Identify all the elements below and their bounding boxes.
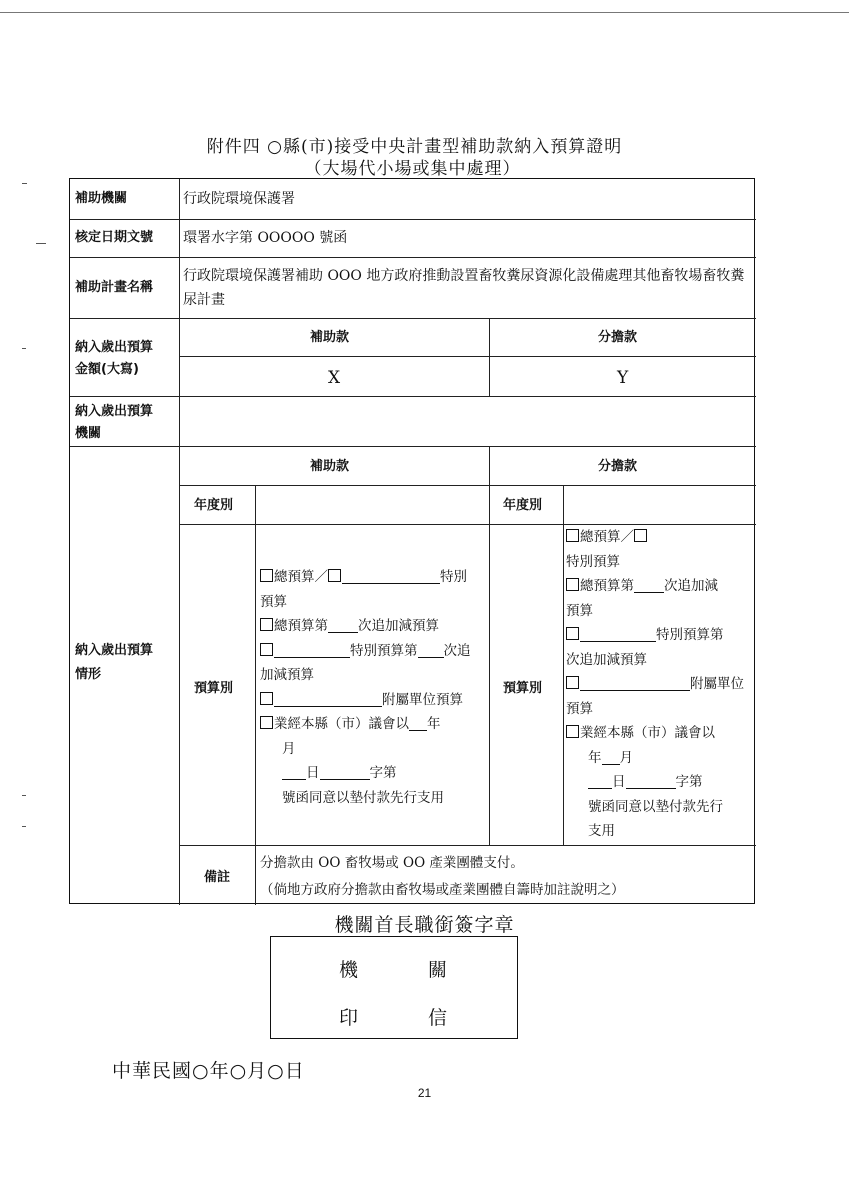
org-label-line2: 機關	[75, 426, 102, 441]
column-divider	[255, 845, 256, 905]
scan-mark	[22, 183, 27, 184]
amount-label-line1: 納入歲出預算	[75, 340, 154, 355]
amount-share-header: 分擔款	[598, 330, 638, 345]
date-line: 中華民國○年○月○日	[112, 1060, 305, 1082]
plan-name-label: 補助計畫名稱	[75, 280, 154, 295]
approval-date-value: 環署水字第 OOOOO 號函	[183, 230, 348, 246]
checkbox[interactable]	[634, 529, 647, 542]
column-divider	[489, 446, 490, 845]
year-label-left: 年度別	[194, 498, 234, 513]
column-divider	[179, 179, 180, 905]
row-divider	[179, 485, 756, 486]
document-title: 附件四 ○縣(市)接受中央計畫型補助款納入預算證明	[206, 137, 623, 157]
row-divider	[70, 219, 756, 220]
situation-subsidy-header: 補助款	[310, 459, 350, 474]
seal-char: 印	[339, 1007, 359, 1029]
checkbox[interactable]	[260, 618, 273, 631]
page-number: 21	[417, 1086, 432, 1100]
checkbox[interactable]	[566, 725, 579, 738]
org-label-line1: 納入歲出預算	[75, 404, 154, 419]
checkbox[interactable]	[328, 569, 341, 582]
budget-certificate-table	[69, 178, 755, 904]
page-top-border	[0, 12, 849, 13]
share-budget-options: 總預算／ 特別預算 總預算第 次追加減 預算 特別預算第 次追加減預算 附屬單位 預算 業經本縣（市）議會以 年 月 日 字第 號函同意以墊付款先行 支用	[566, 529, 744, 839]
row-divider	[70, 318, 756, 319]
official-seal-box	[270, 936, 518, 1039]
note-line2: （倘地方政府分擔款由畜牧場或產業團體自籌時加註說明之）	[260, 882, 625, 898]
situation-label-line2: 情形	[75, 667, 102, 682]
agency-label: 補助機關	[75, 191, 128, 206]
note-line1: 分擔款由 OO 畜牧場或 OO 產業團體支付。	[260, 855, 524, 871]
column-divider	[255, 485, 256, 845]
checkbox[interactable]	[566, 529, 579, 542]
amount-subsidy-header: 補助款	[310, 330, 350, 345]
scan-mark	[36, 243, 46, 244]
budget-label-right: 預算別	[503, 681, 543, 696]
subsidy-budget-options: 總預算／ 特別 預算 總預算第 次追加減預算 特別預算第 次追 加減預算 附屬單位預算 業經本縣（市）議會以 年 月 日 字第 號函同意以墊付款先行支用	[260, 569, 471, 806]
checkbox[interactable]	[260, 643, 273, 656]
checkbox[interactable]	[260, 692, 273, 705]
approval-date-label: 核定日期文號	[75, 230, 154, 245]
row-divider	[70, 257, 756, 258]
situation-label-line1: 納入歲出預算	[75, 643, 154, 658]
checkbox[interactable]	[260, 716, 273, 729]
checkbox[interactable]	[260, 569, 273, 582]
seal-char: 機	[339, 959, 359, 981]
situation-share-header: 分擔款	[598, 459, 638, 474]
signature-title: 機關首長職銜簽字章	[334, 914, 515, 936]
column-divider	[563, 485, 564, 845]
seal-char: 信	[428, 1007, 448, 1029]
note-label: 備註	[204, 870, 231, 885]
scan-mark	[22, 795, 26, 796]
row-divider	[179, 356, 756, 357]
column-divider	[489, 318, 490, 396]
row-divider	[70, 396, 756, 397]
row-divider	[179, 845, 756, 846]
document-subtitle: （大場代小場或集中處理）	[304, 159, 521, 179]
checkbox[interactable]	[566, 627, 579, 640]
checkbox[interactable]	[566, 676, 579, 689]
checkbox[interactable]	[566, 578, 579, 591]
budget-label-left: 預算別	[194, 681, 234, 696]
scan-mark	[22, 826, 26, 827]
plan-name-value: 行政院環境保護署補助 OOO 地方政府推動設置畜牧糞尿資源化設備處理其他畜牧場畜牧糞尿計畫	[183, 268, 745, 308]
agency-value: 行政院環境保護署	[183, 191, 295, 207]
seal-char: 關	[428, 959, 448, 981]
row-divider	[70, 446, 756, 447]
amount-share-value: Y	[617, 368, 629, 388]
scan-mark	[22, 348, 26, 349]
year-label-right: 年度別	[503, 498, 543, 513]
amount-label-line2: 金額(大寫)	[75, 362, 139, 377]
amount-subsidy-value: X	[328, 368, 341, 388]
